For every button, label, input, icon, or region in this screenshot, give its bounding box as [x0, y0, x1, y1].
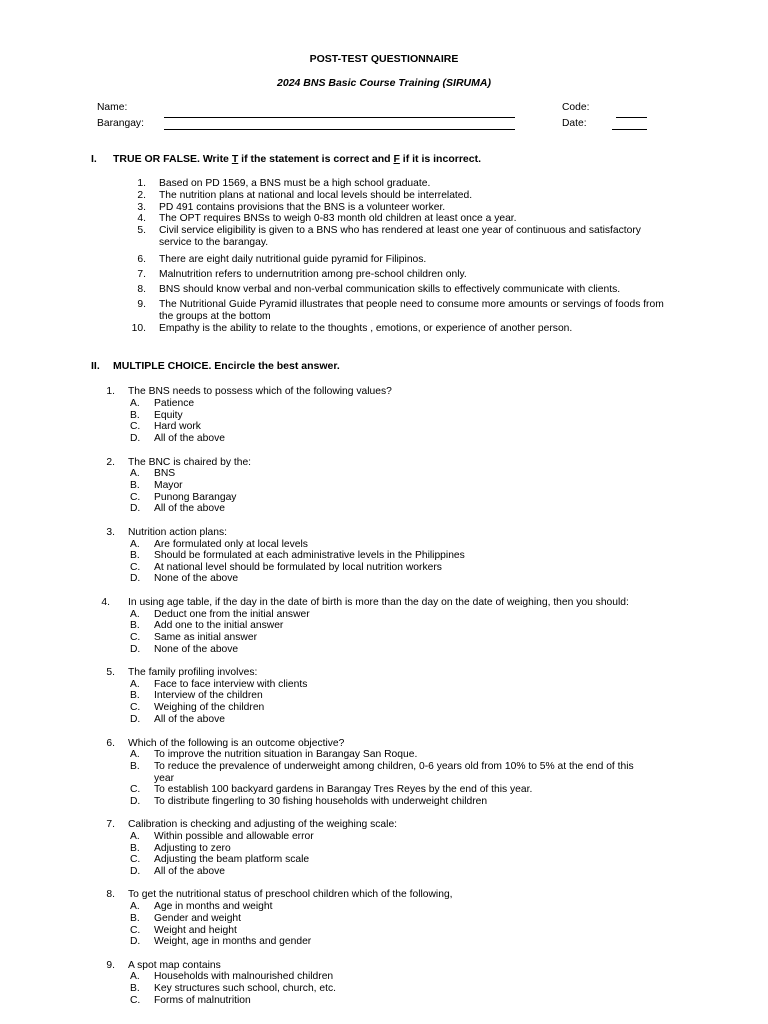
- mc-option-letter[interactable]: D.: [130, 644, 141, 655]
- section-2-numeral: II.: [91, 360, 100, 372]
- mc-option-text[interactable]: All of the above: [154, 866, 225, 877]
- mc-option-text[interactable]: Patience: [154, 398, 195, 409]
- mc-option-letter[interactable]: C.: [130, 854, 141, 865]
- mc-option-letter[interactable]: B.: [130, 913, 140, 924]
- tf-item-text: Malnutrition refers to undernutrition among pre-school children only.: [159, 269, 467, 280]
- mc-option-text[interactable]: Punong Barangay: [154, 492, 237, 503]
- document-title: POST-TEST QUESTIONNAIRE: [309, 53, 459, 65]
- name-label: Name:: [97, 102, 128, 113]
- mc-option-letter[interactable]: A.: [130, 609, 140, 620]
- mc-question-text: Nutrition action plans:: [128, 527, 228, 538]
- mc-question-number: 7.: [106, 819, 115, 830]
- section-1-heading: [113, 154, 481, 166]
- tf-item-number: 7.: [137, 269, 146, 280]
- tf-item-number: 6.: [137, 254, 146, 265]
- mc-option-letter[interactable]: B.: [130, 550, 140, 561]
- mc-question-number: 6.: [106, 738, 115, 749]
- mc-option-letter[interactable]: C.: [130, 925, 141, 936]
- tf-item-text: The Nutritional Guide Pyramid illustrates that people need to consume more amounts or servings of foods from the groups at the bottom: [159, 299, 664, 322]
- mc-option-text[interactable]: Should be formulated at each administrative levels in the Philippines: [154, 550, 465, 561]
- mc-option-letter[interactable]: D.: [130, 503, 141, 514]
- mc-option-text[interactable]: Forms of malnutrition: [154, 995, 251, 1006]
- mc-question-text: The BNS needs to possess which of the following values?: [128, 386, 392, 397]
- mc-option-letter[interactable]: B.: [130, 843, 140, 854]
- barangay-label: Barangay:: [97, 118, 144, 129]
- mc-option-letter[interactable]: D.: [130, 714, 141, 725]
- mc-option-text[interactable]: Households with malnourished children: [154, 971, 334, 982]
- mc-option-letter[interactable]: A.: [130, 901, 140, 912]
- mc-option-letter[interactable]: A.: [130, 971, 140, 982]
- barangay-field[interactable]: [164, 129, 515, 130]
- code-field[interactable]: [616, 117, 647, 118]
- mc-question-number: 2.: [106, 457, 115, 468]
- mc-question-number: 9.: [106, 960, 115, 971]
- mc-option-text[interactable]: Key structures such school, church, etc.: [154, 983, 336, 994]
- tf-item-text: Civil service eligibility is given to a BNS who has rendered at least one year of continuous and satisfactory service to the barangay.: [159, 225, 641, 248]
- mc-option-letter[interactable]: B.: [130, 620, 140, 631]
- mc-option-text[interactable]: Hard work: [154, 421, 201, 432]
- mc-option-text[interactable]: Gender and weight: [154, 913, 242, 924]
- mc-option-letter[interactable]: D.: [130, 796, 141, 807]
- mc-option-text[interactable]: Weight and height: [154, 925, 237, 936]
- mc-option-letter[interactable]: D.: [130, 936, 141, 947]
- mc-option-text[interactable]: Same as initial answer: [154, 632, 258, 643]
- mc-option-text[interactable]: Mayor: [154, 480, 183, 491]
- mc-option-text[interactable]: To reduce the prevalence of underweight among children, 0-6 years old from 10% to 5% at the end of this year: [154, 761, 634, 784]
- mc-option-letter[interactable]: A.: [130, 749, 140, 760]
- section-1-numeral: I.: [91, 153, 97, 165]
- mc-option-text[interactable]: Adjusting the beam platform scale: [154, 854, 310, 865]
- mc-option-letter[interactable]: D.: [130, 866, 141, 877]
- mc-question-text: The BNC is chaired by the:: [128, 457, 252, 468]
- tf-item-text: Empathy is the ability to relate to the thoughts , emotions, or experience of another person.: [159, 323, 573, 334]
- tf-item-number: 2.: [137, 190, 146, 201]
- date-field[interactable]: [612, 129, 647, 130]
- mc-question-text: Calibration is checking and adjusting of the weighing scale:: [128, 819, 398, 830]
- mc-option-letter[interactable]: C.: [130, 421, 141, 432]
- mc-option-letter[interactable]: B.: [130, 690, 140, 701]
- tf-item-number: 4.: [137, 213, 146, 224]
- mc-option-letter[interactable]: A.: [130, 398, 140, 409]
- mc-option-letter[interactable]: A.: [130, 539, 140, 550]
- mc-option-text[interactable]: Are formulated only at local levels: [154, 539, 308, 550]
- mc-option-text[interactable]: Interview of the children: [154, 690, 263, 701]
- tf-item-text: Based on PD 1569, a BNS must be a high school graduate.: [159, 178, 431, 189]
- mc-option-text[interactable]: None of the above: [154, 573, 239, 584]
- mc-option-letter[interactable]: C.: [130, 562, 141, 573]
- mc-question-number: 5.: [106, 667, 115, 678]
- mc-option-letter[interactable]: C.: [130, 995, 141, 1006]
- mc-option-letter[interactable]: A.: [130, 468, 140, 479]
- mc-option-letter[interactable]: A.: [130, 831, 140, 842]
- mc-option-letter[interactable]: B.: [130, 480, 140, 491]
- mc-question-text: To get the nutritional status of preschool children which of the following,: [128, 889, 453, 900]
- mc-option-text[interactable]: Face to face interview with clients: [154, 679, 308, 690]
- section-1-title-post: if it is incorrect.: [399, 153, 481, 165]
- tf-item-text: BNS should know verbal and non-verbal communication skills to effectively communicate with clients.: [159, 284, 621, 295]
- mc-option-text[interactable]: At national level should be formulated by local nutrition workers: [154, 562, 442, 573]
- mc-option-text[interactable]: To improve the nutrition situation in Barangay San Roque.: [154, 749, 418, 760]
- tf-item-text: PD 491 contains provisions that the BNS is a volunteer worker.: [159, 202, 446, 213]
- mc-question-text: Which of the following is an outcome objective?: [128, 738, 345, 749]
- mc-option-letter[interactable]: C.: [130, 784, 141, 795]
- mc-option-text[interactable]: Weighing of the children: [154, 702, 265, 713]
- mc-option-letter[interactable]: A.: [130, 679, 140, 690]
- tf-item-number: 8.: [137, 284, 146, 295]
- tf-item-number: 9.: [137, 299, 146, 310]
- tf-item-text: The nutrition plans at national and local levels should be interrelated.: [159, 190, 473, 201]
- mc-option-text[interactable]: To distribute fingerling to 30 fishing households with underweight children: [154, 796, 488, 807]
- mc-option-text[interactable]: Within possible and allowable error: [154, 831, 314, 842]
- mc-option-text[interactable]: Deduct one from the initial answer: [154, 609, 310, 620]
- mc-option-letter[interactable]: D.: [130, 573, 141, 584]
- section-1-t-letter: T: [231, 153, 239, 165]
- mc-question-number: 1.: [106, 386, 115, 397]
- date-label: Date:: [562, 118, 587, 129]
- mc-option-letter[interactable]: B.: [130, 983, 140, 994]
- mc-option-letter[interactable]: C.: [130, 492, 141, 503]
- tf-item-number: 10.: [131, 323, 146, 334]
- mc-question-number: 4.: [101, 597, 110, 608]
- section-1-f-letter: F: [393, 153, 400, 165]
- mc-option-text[interactable]: All of the above: [154, 503, 225, 514]
- section-1-title-pre: TRUE OR FALSE. Write: [113, 153, 232, 165]
- mc-option-text[interactable]: Age in months and weight: [154, 901, 273, 912]
- document-subtitle: 2024 BNS Basic Course Training (SIRUMA): [277, 77, 491, 89]
- section-1-title-mid: if the statement is correct and: [238, 153, 394, 165]
- mc-option-text[interactable]: BNS: [154, 468, 176, 479]
- mc-option-letter[interactable]: C.: [130, 632, 141, 643]
- mc-option-text[interactable]: All of the above: [154, 433, 225, 444]
- mc-option-text[interactable]: Weight, age in months and gender: [154, 936, 312, 947]
- mc-option-letter[interactable]: B.: [130, 761, 140, 772]
- mc-option-text[interactable]: To establish 100 backyard gardens in Barangay Tres Reyes by the end of this year.: [154, 784, 533, 795]
- mc-question-number: 3.: [106, 527, 115, 538]
- tf-item-text: The OPT requires BNSs to weigh 0-83 month old children at least once a year.: [159, 213, 517, 224]
- name-field[interactable]: [164, 117, 515, 118]
- mc-question-text: A spot map contains: [128, 960, 221, 971]
- tf-item-number: 1.: [137, 178, 146, 189]
- tf-item-text: There are eight daily nutritional guide pyramid for Filipinos.: [159, 254, 427, 265]
- mc-option-text[interactable]: Adjusting to zero: [154, 843, 231, 854]
- mc-option-letter[interactable]: C.: [130, 702, 141, 713]
- mc-option-text[interactable]: Add one to the initial answer: [154, 620, 284, 631]
- mc-option-letter[interactable]: B.: [130, 410, 140, 421]
- mc-option-letter[interactable]: D.: [130, 433, 141, 444]
- section-2-heading: MULTIPLE CHOICE. Encircle the best answer.: [113, 360, 340, 372]
- mc-question-text: In using age table, if the day in the date of birth is more than the day on the date of weighing, then you should:: [128, 597, 629, 608]
- code-label: Code:: [562, 102, 590, 113]
- mc-question-number: 8.: [106, 889, 115, 900]
- mc-option-text[interactable]: All of the above: [154, 714, 225, 725]
- tf-item-number: 5.: [137, 225, 146, 236]
- mc-option-text[interactable]: Equity: [154, 410, 183, 421]
- mc-option-text[interactable]: None of the above: [154, 644, 239, 655]
- tf-item-number: 3.: [137, 202, 146, 213]
- mc-question-text: The family profiling involves:: [128, 667, 258, 678]
